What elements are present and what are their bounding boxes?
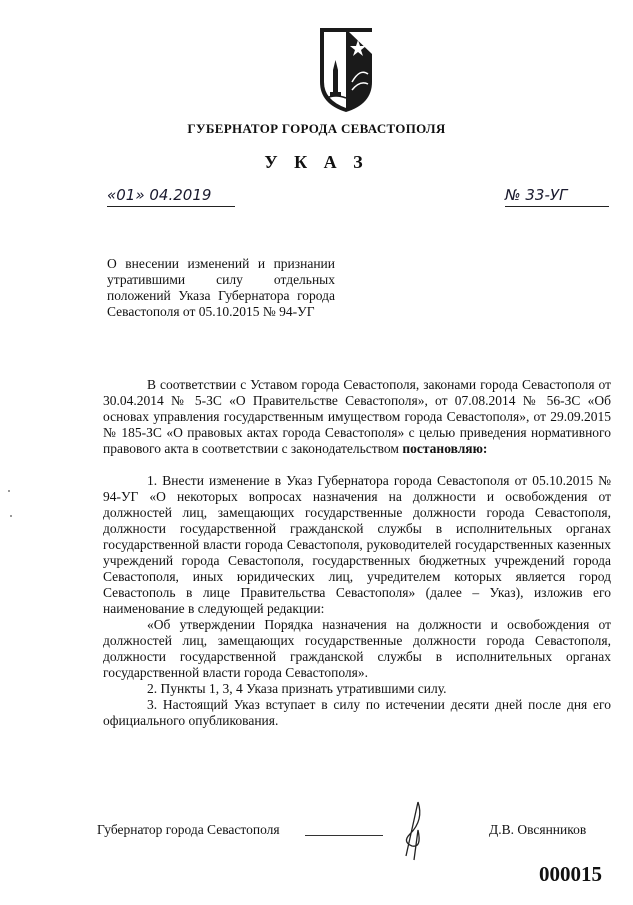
signatory-name: Д.В. Овсянников <box>489 822 587 837</box>
item-1-paragraph: 1. Внести изменение в Указ Губернатора города Севастополя от 05.10.2015 № 94-УГ «О некоторых вопросах назначения на должности и освобождения от должностей лиц, замещающих государственные должности города Севастополя, должности государственной гражданской службы в исполнительных органах государственной власти города Севастополя, руководителей государственных казенных учреждений города Севастополя, государственных бюджетных учреждений города Севастополя, иных юридических лиц, учредителем которых является город Севастополь в лице Правительства Севастополя» (далее – Указ), изложив его наименование в следующей редакции: <box>103 473 611 616</box>
sevastopol-coat-of-arms-icon <box>316 24 376 114</box>
decree-word: постановляю: <box>402 441 488 456</box>
handwritten-number: № 33-УГ <box>505 186 568 204</box>
handwritten-signature-icon <box>388 800 438 862</box>
new-title-paragraph: «Об утверждении Порядка назначения на должности и освобождения от должностей лиц, замещающих государственные должности города Севастополя, должности государственной гражданской службы в исполнительных органах государственной власти города Севастополя». <box>103 617 611 680</box>
scan-speck <box>8 490 10 492</box>
preamble-paragraph <box>103 377 611 457</box>
item-3-paragraph: 3. Настоящий Указ вступает в силу по истечении десяти дней после дня его официального опубликования. <box>103 697 611 728</box>
signature-line <box>305 835 383 836</box>
number-field <box>505 186 609 207</box>
preamble-text: В соответствии с Уставом города Севастополя, законами города Севастополя от 30.04.2014 № 5-ЗС «О Правительстве Севастополя», от 07.08.2014 № 56-ЗС «Об основах управления государственным имуществом города Севастополя», от 29.09.2015 № 185-ЗС «О правовых актах города Севастополя» с целью приведения нормативного правового акта в соответствии с законодательством <box>103 377 611 456</box>
document-subject: О внесении изменений и признании утратившими силу отдельных положений Указа Губернатора города Севастополя от 05.10.2015 № 94-УГ <box>107 256 335 319</box>
signatory-position: Губернатор города Севастополя <box>97 822 280 837</box>
issuing-authority-title: ГУБЕРНАТОР ГОРОДА СЕВАСТОПОЛЯ <box>187 121 446 136</box>
document-body <box>103 377 611 729</box>
scan-speck <box>10 515 12 517</box>
document-type-title: У К А З <box>264 152 369 172</box>
document-serial-number: 000015 <box>539 862 602 886</box>
item-2-paragraph: 2. Пункты 1, 3, 4 Указа признать утратившими силу. <box>147 681 447 696</box>
date-field <box>107 186 235 207</box>
handwritten-date: «01» 04.2019 <box>107 186 212 204</box>
